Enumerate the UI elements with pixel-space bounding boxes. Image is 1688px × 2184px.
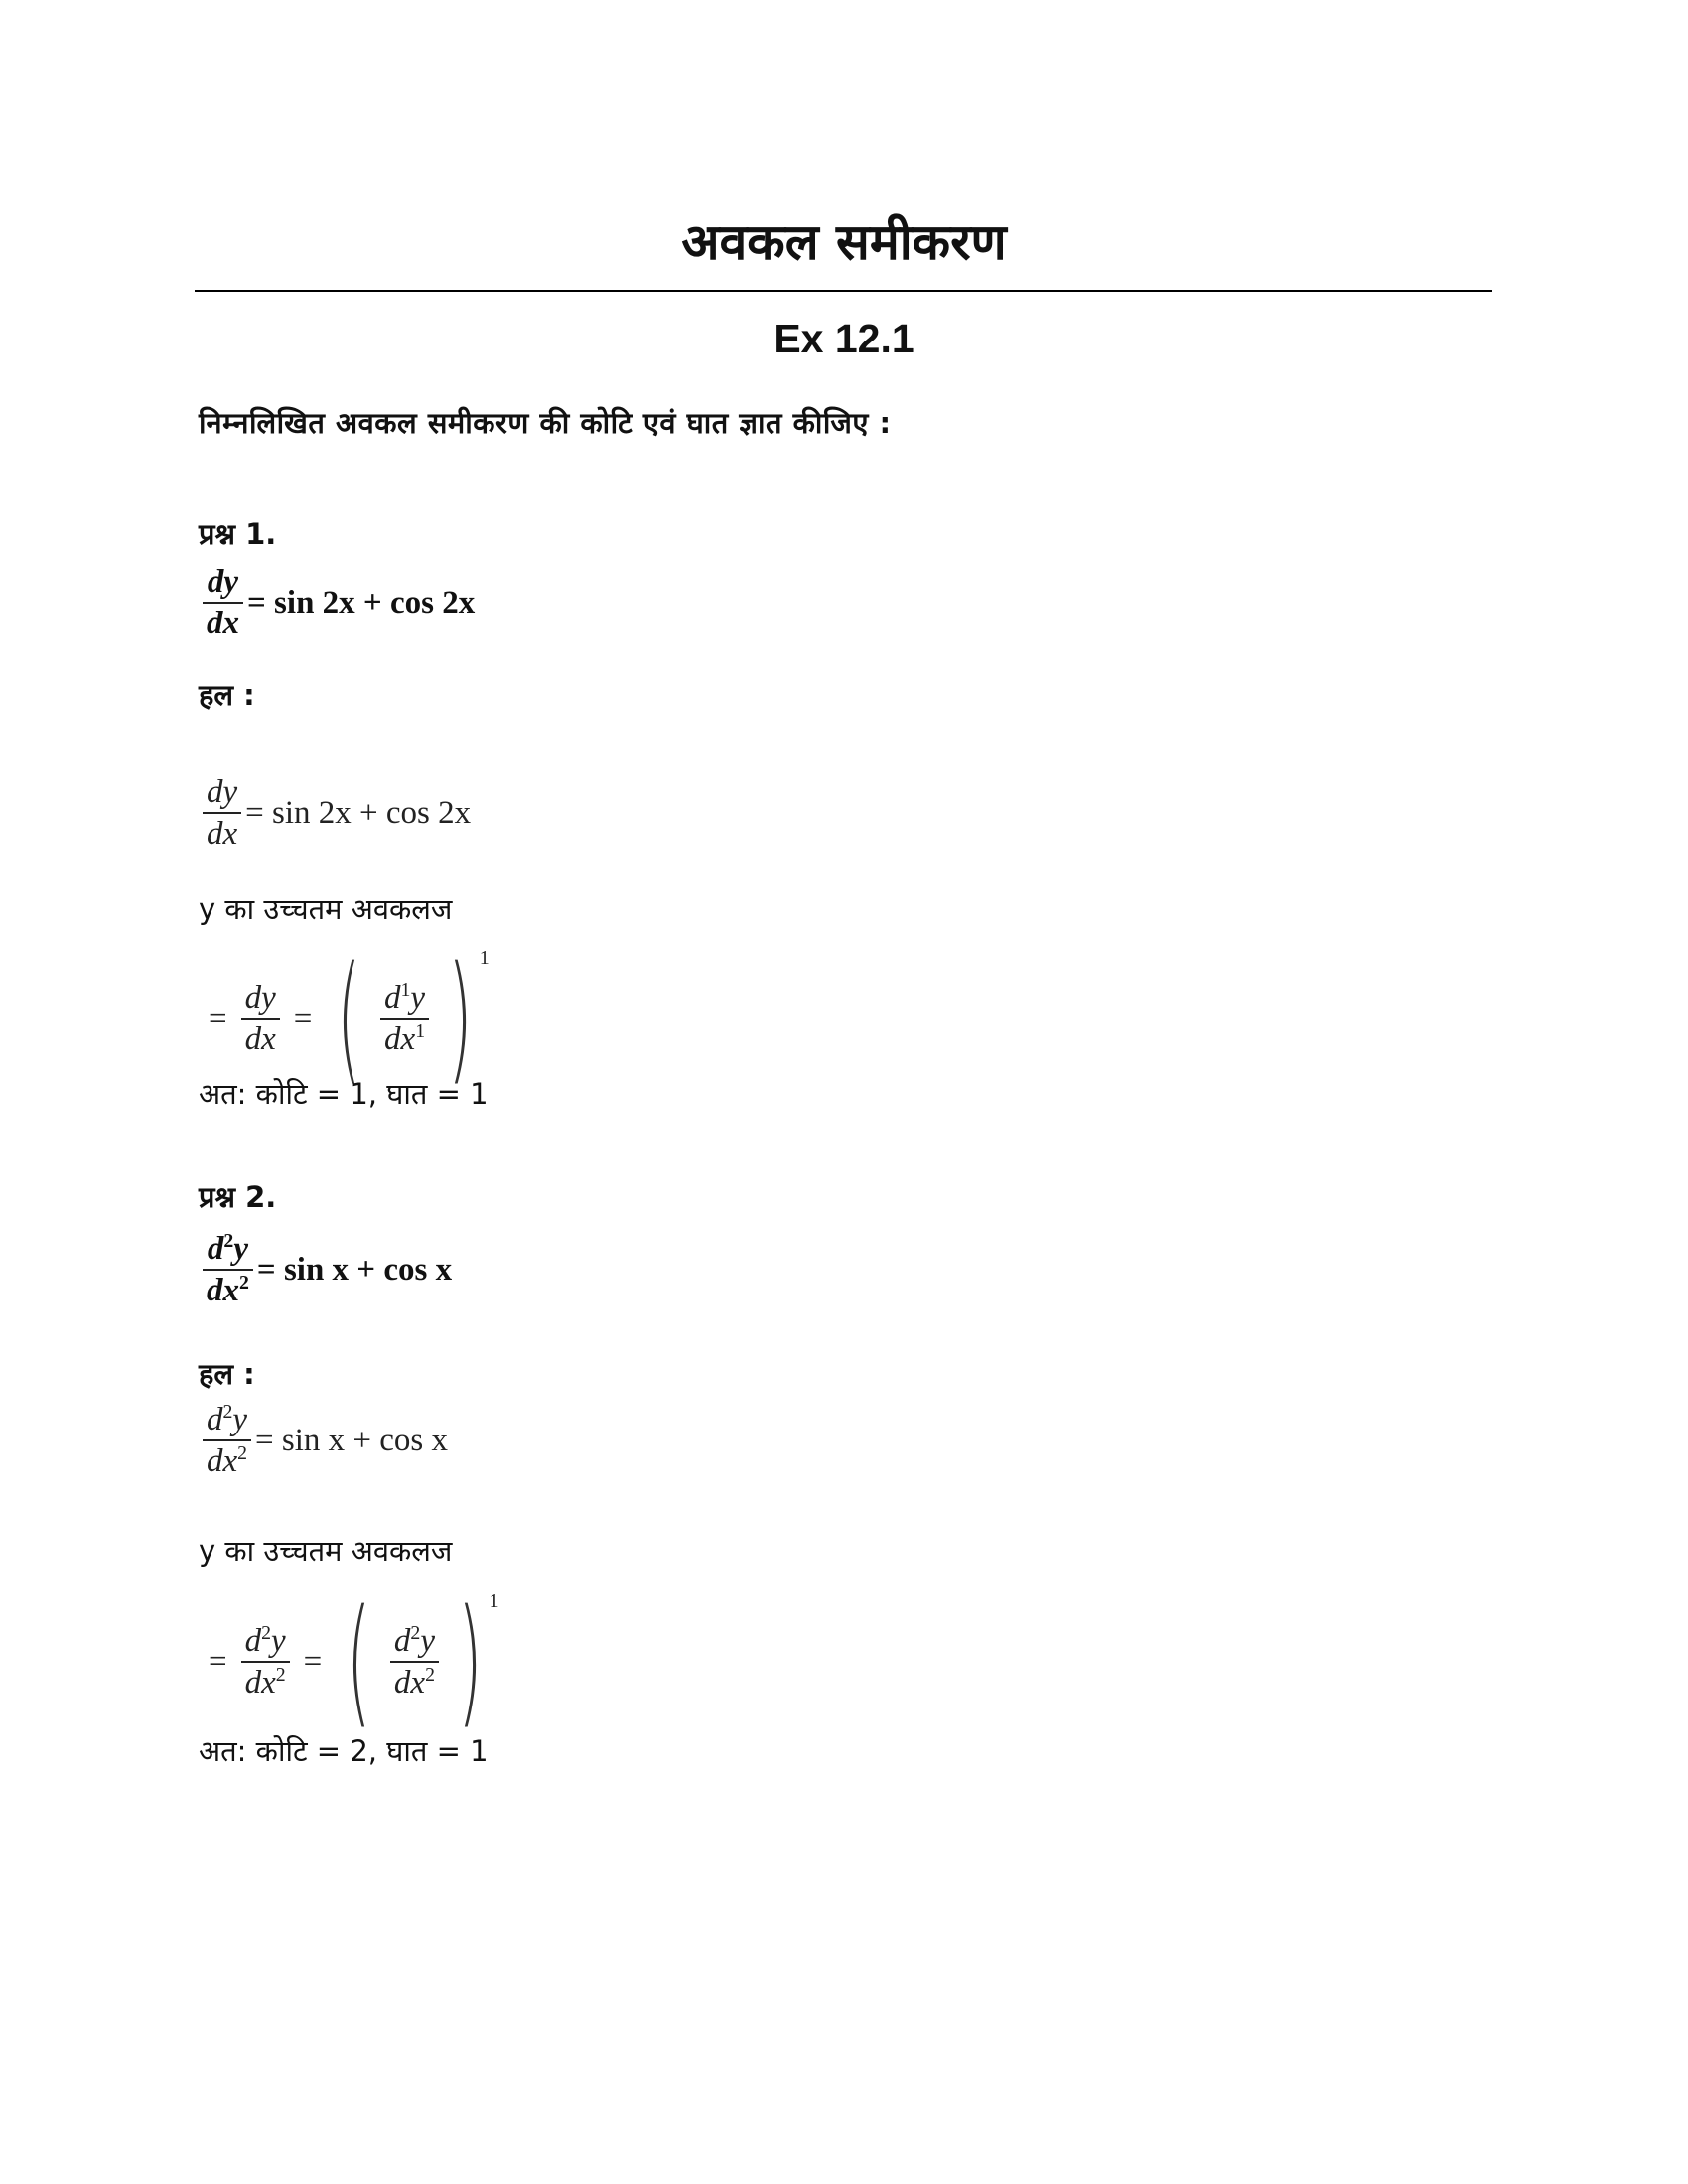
title-divider <box>195 290 1492 292</box>
left-parenthesis: ( <box>337 937 362 1099</box>
fraction-bar <box>390 1661 439 1663</box>
denominator: dx <box>207 816 238 853</box>
question-1-restated-equation <box>199 774 471 853</box>
fraction-bar <box>380 1018 429 1020</box>
equation-rhs: = sin 2x + cos 2x <box>245 794 472 831</box>
numerator: dy <box>244 979 276 1016</box>
equation-rhs: = sin 2x + cos 2x <box>247 584 476 620</box>
right-parenthesis: ) <box>448 937 473 1099</box>
fraction-bar <box>203 602 243 604</box>
denominator: $dx^2$ <box>244 1664 286 1701</box>
fraction-dy-dx <box>203 564 243 642</box>
question-2-equation <box>199 1231 452 1309</box>
equals-sign: = <box>293 1000 313 1036</box>
outer-exponent: 1 <box>479 947 490 969</box>
fraction-d2y-dx2 <box>390 1623 439 1702</box>
question-2-highest-derivative-label: y का उच्चतम अवकलज <box>199 1534 453 1568</box>
question-1-conclusion: अत: कोटि = 1, घात = 1 <box>199 1077 489 1111</box>
fraction-bar <box>241 1661 290 1663</box>
instruction-text: निम्नलिखित अवकल समीकरण की कोटि एवं घात ज्ञात कीजिए : <box>199 406 892 440</box>
question-2-label: प्रश्न 2. <box>199 1180 277 1214</box>
numerator: $d^2y$ <box>207 1401 248 1437</box>
numerator: dy <box>207 564 239 600</box>
question-1-equation <box>199 564 475 642</box>
denominator: $dx^2$ <box>207 1442 248 1480</box>
right-parenthesis: ) <box>457 1580 483 1742</box>
equals-sign: = <box>209 1643 227 1680</box>
question-2-conclusion: अत: कोटि = 2, घात = 1 <box>199 1734 489 1768</box>
equation-rhs: = sin x + cos x <box>256 1251 453 1288</box>
fraction-d2y-dx2 <box>203 1231 253 1309</box>
question-2-restated-equation <box>199 1402 448 1480</box>
numerator: dy <box>207 774 238 810</box>
fraction-d2y-dx2 <box>241 1623 290 1702</box>
denominator: $dx^1$ <box>384 1021 426 1057</box>
fraction-bar <box>203 812 241 814</box>
left-parenthesis: ( <box>347 1580 371 1742</box>
denominator: dx <box>207 606 239 642</box>
question-2-solution-label: हल : <box>199 1357 255 1391</box>
fraction-bar <box>241 1018 280 1020</box>
equation-rhs: = sin x + cos x <box>255 1422 449 1458</box>
fraction-d1y-dx1 <box>380 980 429 1058</box>
numerator: $d^2y$ <box>244 1621 286 1659</box>
exercise-heading: Ex 12.1 <box>774 316 914 361</box>
fraction-dy-dx <box>241 980 280 1058</box>
fraction-bar <box>203 1269 253 1271</box>
denominator: $dx^2$ <box>207 1272 249 1309</box>
outer-exponent: 1 <box>489 1590 499 1612</box>
numerator: $d^2y$ <box>207 1230 248 1267</box>
question-1-solution-label: हल : <box>199 678 255 712</box>
denominator: dx <box>244 1022 276 1057</box>
question-1-label: प्रश्न 1. <box>199 517 277 551</box>
fraction-dy-dx <box>203 774 241 853</box>
question-1-highest-derivative-label: y का उच्चतम अवकलज <box>199 892 453 926</box>
equals-sign: = <box>303 1643 323 1680</box>
numerator: $d^2y$ <box>393 1621 435 1659</box>
denominator: $dx^2$ <box>393 1664 435 1701</box>
page-title: अवकल समीकरण <box>681 213 1007 271</box>
fraction-bar <box>203 1439 251 1441</box>
question-2-highest-derivative-expression <box>199 1580 499 1742</box>
numerator: $d^1y$ <box>384 978 426 1016</box>
fraction-d2y-dx2 <box>203 1402 251 1480</box>
equals-sign: = <box>209 1000 227 1036</box>
